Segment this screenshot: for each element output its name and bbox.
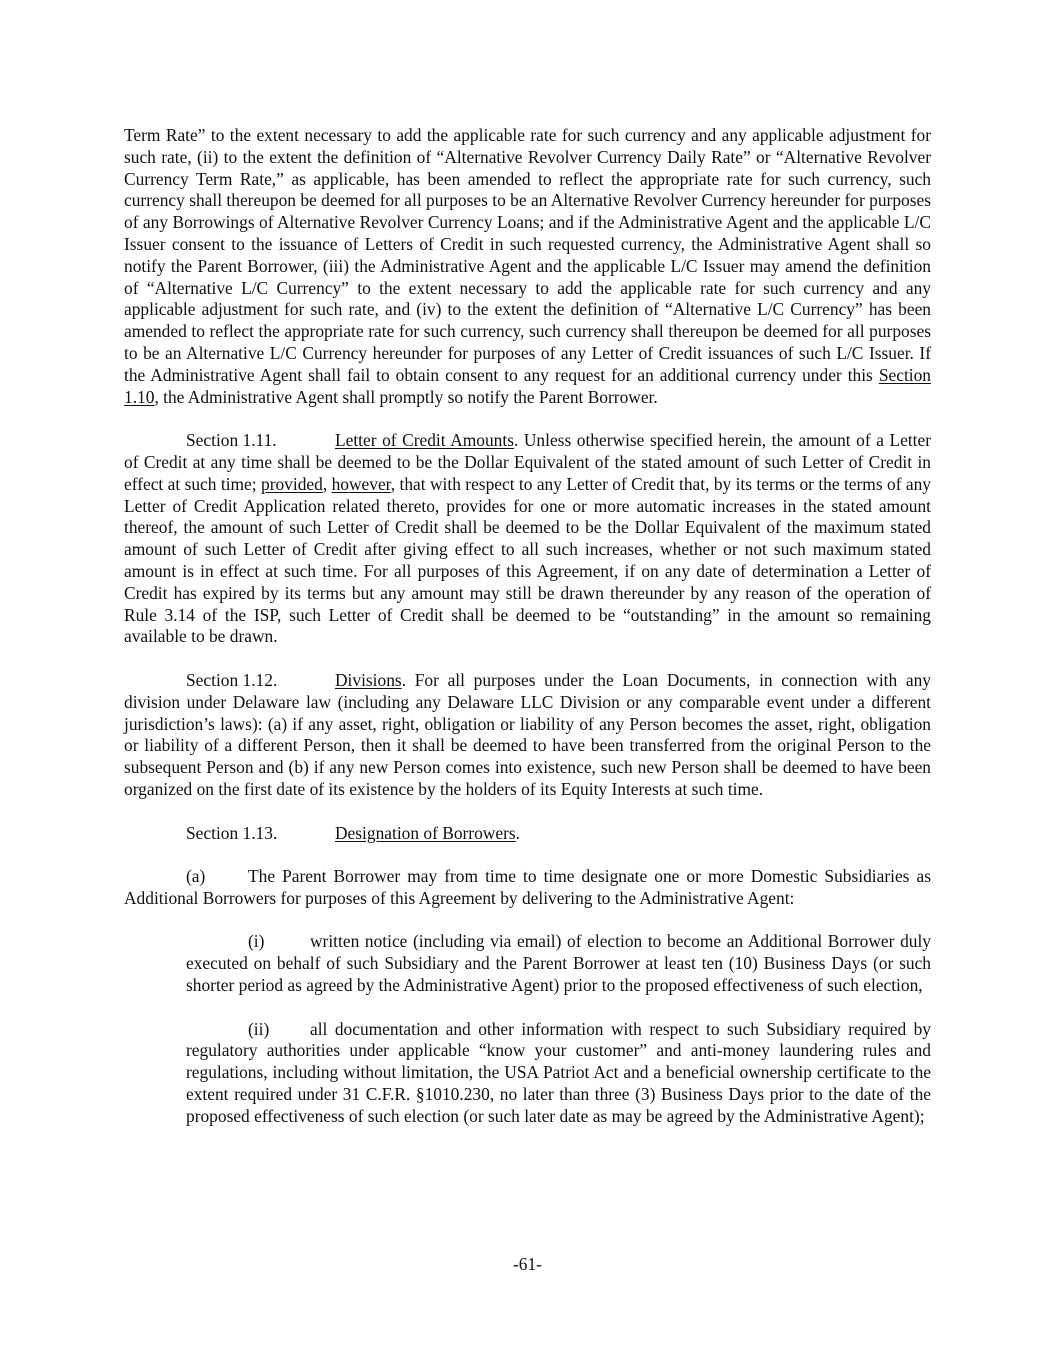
section-1-11-paragraph: Section 1.11. Letter of Credit Amounts. Unless otherwise specified herein, the amount of a Letter of Credit at any time shall be deemed to be the Dollar Equivalent of the stated amount of such Letter of Credit in effect at such time; provided, however, that with respect to any Letter of Credit that, by its terms or the terms of any Letter of Credit Application related thereto, provides for one or more automatic increases in the stated amount thereof, the amount of such Letter of Credit shall be deemed to be the Dollar Equivalent of the maximum stated amount of such Letter of Credit after giving effect to all such increases, whether or not such maximum stated amount is in effect at such time. For all purposes of this Agreement, if on any date of determination a Letter of Credit has expired by its terms but any amount may still be drawn thereunder by any reason of the operation of Rule 3.14 of the ISP, such Letter of Credit shall be deemed to be “outstanding” in the amount so remaining available to be drawn. [124,430,932,647]
page-number: -61- [513,1254,542,1274]
section-1-13-heading: Section 1.13. Designation of Borrowers. [186,822,520,843]
section-number: Section 1.11. [186,430,277,451]
however-term: however [331,473,391,494]
clause-label: (i) [248,931,265,952]
clause-label: (ii) [248,1018,270,1039]
section-number: Section 1.12. [186,669,278,690]
clause-a-paragraph: (a) The Parent Borrower may from time to time designate one or more Domestic Subsidiaries as Additional Borrowers for purposes of this Agreement by delivering to the Administrative Agent: [124,866,931,908]
section-heading: Letter of Credit Amounts [335,430,514,451]
section-number: Section 1.13. [186,822,278,843]
section-heading: Designation of Borrowers [335,822,516,843]
document-page [124,125,931,1128]
continuation-paragraph: Term Rate” to the extent necessary to add the applicable rate for such currency and any applicable adjustment for such rate, (ii) to the extent the definition of “Alternative Revolver Currency Daily Rate” or “Alternative Revolver Currency Term Rate,” as applicable, has been amended to reflect the appropriate rate for such currency, such currency shall thereupon be deemed for all purposes to be an Alternative Revolver Currency hereunder for purposes of any Borrowings of Alternative Revolver Currency Loans; and if the Administrative Agent and the applicable L/C Issuer consent to the issuance of Letters of Credit in such requested currency, the Administrative Agent shall so notify the Parent Borrower, (iii) the Administrative Agent and the applicable L/C Issuer may amend the definition of “Alternative L/C Currency” to the extent necessary to add the applicable rate for such currency and any applicable adjustment for such rate, and (iv) to the extent the definition of “Alternative L/C Currency” has been amended to reflect the appropriate rate for such currency, such currency shall thereupon be deemed for all purposes to be an Alternative L/C Currency hereunder for purposes of any Letter of Credit issuances of such L/C Issuer. If the Administrative Agent shall fail to obtain consent to any request for an additional currency under this Section 1.10, the Administrative Agent shall promptly so notify the Parent Borrower. [124,125,931,407]
clause-ii-paragraph: (ii) all documentation and other information with respect to such Subsidiary required by regulatory authorities under applicable “know your customer” and anti-money laundering rules and regulations, including without limitation, the USA Patriot Act and a beneficial ownership certificate to the extent required under 31 C.F.R. §1010.230, no later than three (3) Business Days prior to the date of the proposed effectiveness of such election (or such later date as may be agreed by the Administrative Agent); [186,1018,931,1126]
provided-term: provided [261,473,323,494]
section-heading: Divisions [335,669,402,690]
clause-label: (a) [186,866,206,887]
section-1-10-reference: Section 1.10 [124,364,931,407]
clause-i-paragraph: (i) written notice (including via email) of election to become an Additional Borrower duly executed on behalf of such Subsidiary and the Parent Borrower at least ten (10) Business Days (or such shorter period as agreed by the Administrative Agent) prior to the proposed effectiveness of such election, [186,931,931,996]
section-1-12-paragraph: Section 1.12. Divisions. For all purposes under the Loan Documents, in connection with any division under Delaware law (including any Delaware LLC Division or any comparable event under a different jurisdiction’s laws): (a) if any asset, right, obligation or liability of any Person becomes the asset, right, obligation or liability of a different Person, then it shall be deemed to have been transferred from the original Person to the subsequent Person and (b) if any new Person comes into existence, such new Person shall be deemed to have been organized on the first date of its existence by the holders of its Equity Interests at such time. [124,669,931,799]
